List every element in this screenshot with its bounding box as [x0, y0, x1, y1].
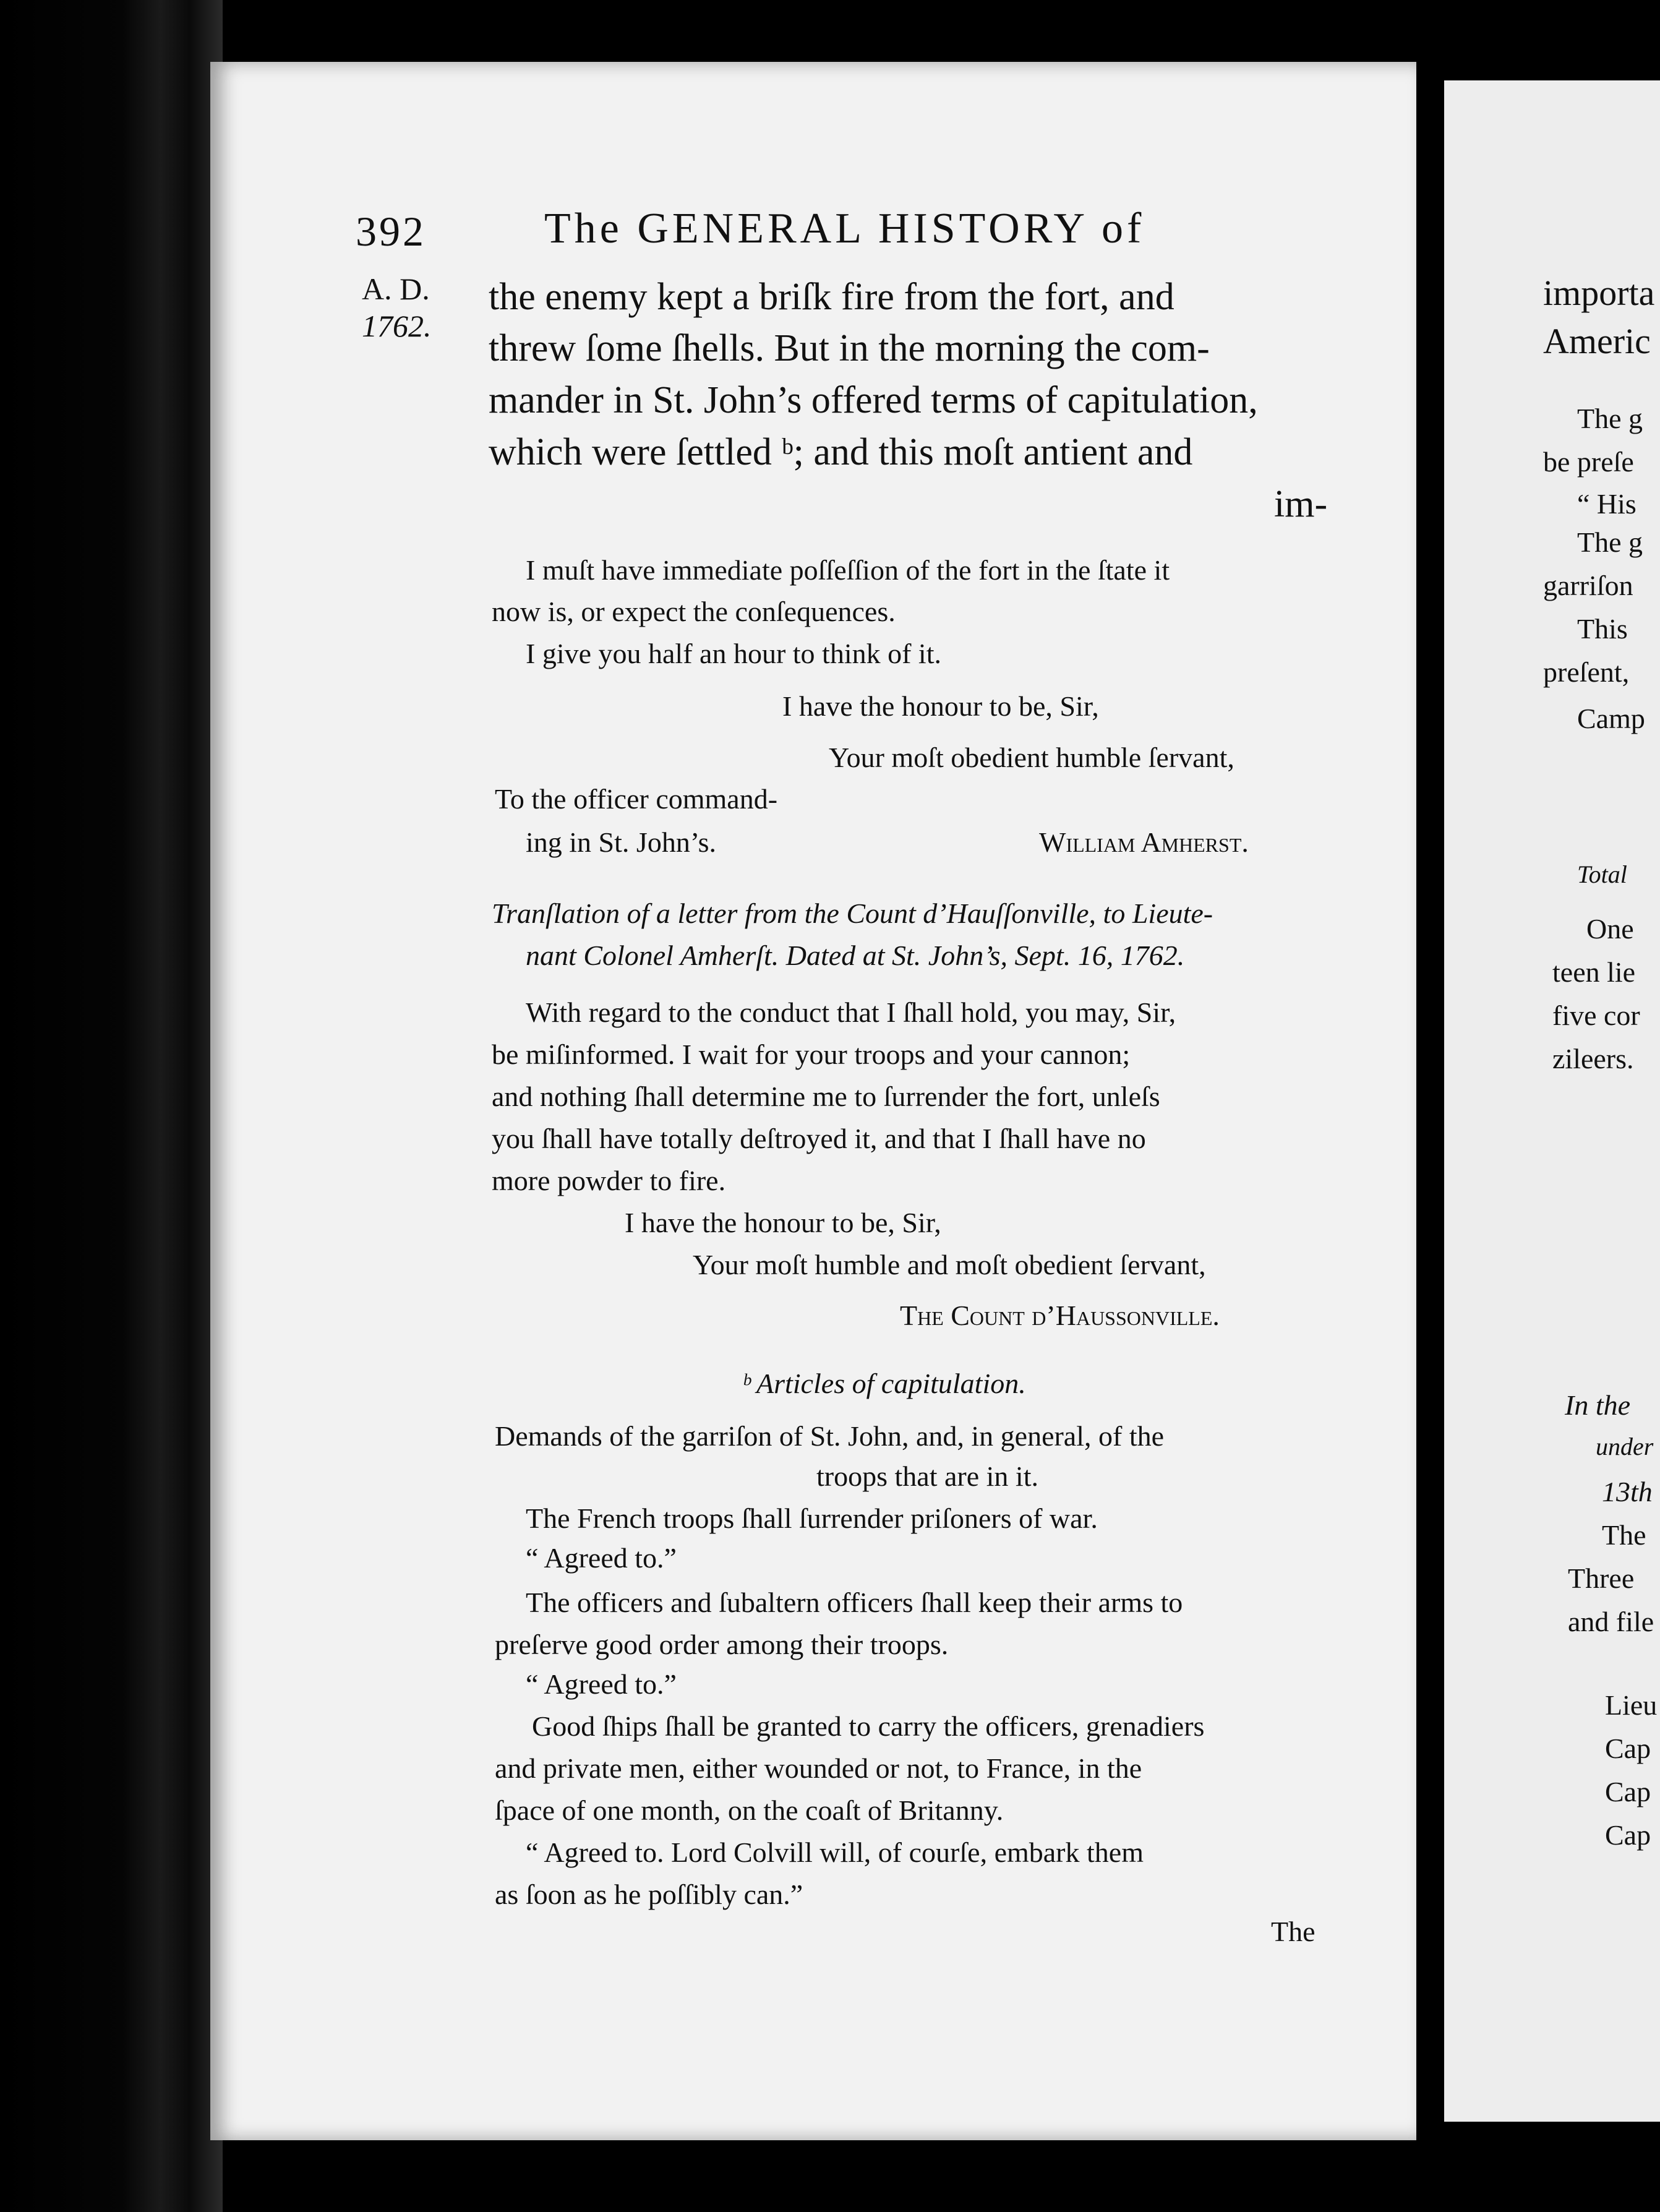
main-text-line: the enemy kept a briſk fire from the fort, and	[489, 276, 1174, 318]
letter2-title: Tranſlation of a letter from the Count d’Hauſſonville, to Lieute-	[492, 898, 1213, 929]
letter2-signature: The Count d’Haussonville.	[900, 1300, 1220, 1331]
catchword: The	[1271, 1916, 1316, 1947]
right-page-line: 13th	[1602, 1476, 1653, 1507]
right-page-line: under	[1596, 1433, 1654, 1460]
right-page-line: garriſon	[1543, 570, 1633, 601]
right-page-line: Three	[1568, 1563, 1635, 1594]
articles-line: Demands of the garriſon of St. John, and, in general, of the	[495, 1420, 1165, 1452]
letter2-closing: I have the honour to be, Sir,	[625, 1207, 941, 1238]
right-page-line: “ His	[1577, 488, 1636, 520]
right-page-line: The	[1602, 1519, 1646, 1551]
letter1-line: I give you half an hour to think of it.	[526, 638, 941, 669]
right-page-line: Cap	[1605, 1776, 1651, 1807]
right-page-line: importa	[1543, 273, 1655, 313]
articles-line: ſpace of one month, on the coaſt of Britanny.	[495, 1794, 1004, 1826]
letter2-line: you ſhall have totally deſtroyed it, and that I ſhall have no	[492, 1123, 1146, 1154]
right-page-line: Lieu	[1605, 1689, 1658, 1721]
main-text-line: threw ſome ſhells. But in the morning the com-	[489, 327, 1210, 369]
letter1-addressee: To the officer command-	[495, 783, 778, 815]
right-page-line: The g	[1577, 526, 1643, 558]
right-page-line: Cap	[1605, 1733, 1651, 1764]
articles-line: “ Agreed to.”	[526, 1542, 677, 1574]
right-page-line: In the	[1565, 1389, 1631, 1421]
right-page-line: Cap	[1605, 1819, 1651, 1851]
main-text-line: im-	[1274, 483, 1328, 525]
articles-line: and private men, either wounded or not, to France, in the	[495, 1752, 1142, 1784]
articles-line: “ Agreed to. Lord Colvill will, of courſe, embark them	[526, 1837, 1144, 1868]
right-page-line: be preſe	[1543, 446, 1634, 478]
articles-line: The French troops ſhall ſurrender priſoners of war.	[526, 1503, 1098, 1534]
letter1-closing: Your moſt obedient humble ſervant,	[829, 742, 1234, 773]
book-gutter	[1416, 37, 1444, 2184]
right-page-line: preſent,	[1543, 656, 1630, 688]
letter1-line: I muſt have immediate poſſeſſion of the fort in the ſtate it	[526, 554, 1170, 586]
articles-line: The officers and ſubaltern officers ſhall keep their arms to	[526, 1587, 1183, 1618]
right-page-line: The g	[1577, 403, 1643, 434]
right-page-line: and file	[1568, 1606, 1654, 1637]
main-text-line: mander in St. John’s offered terms of capitulation,	[489, 379, 1258, 421]
letter2-closing: Your moſt humble and moſt obedient ſervant,	[693, 1249, 1206, 1280]
letter1-closing: I have the honour to be, Sir,	[782, 690, 1099, 722]
margin-year: 1762.	[362, 309, 432, 343]
articles-line: Good ſhips ſhall be granted to carry the officers, grenadiers	[532, 1710, 1205, 1742]
right-page-line: One	[1586, 913, 1634, 945]
main-text-line: which were ſettled ᵇ; and this moſt antient and	[489, 431, 1193, 473]
letter1-addressee: ing in St. John’s.	[526, 826, 717, 858]
articles-heading: ᵇ Articles of capitulation.	[742, 1368, 1026, 1399]
articles-line: preſerve good order among their troops.	[495, 1629, 949, 1660]
letter1-line: now is, or expect the conſequences.	[492, 596, 896, 627]
letter2-title: nant Colonel Amherſt. Dated at St. John’s, Sept. 16, 1762.	[526, 940, 1185, 971]
book-left-edge	[0, 0, 223, 2212]
margin-year-label: A. D.	[362, 272, 430, 306]
right-page-line: Americ	[1543, 321, 1651, 361]
letter2-line: With regard to the conduct that I ſhall hold, you may, Sir,	[526, 997, 1176, 1028]
right-page-line: five cor	[1552, 1000, 1640, 1031]
right-page-line: This	[1577, 613, 1628, 645]
page-number: 392	[356, 208, 426, 255]
right-page-line: Camp	[1577, 703, 1645, 734]
book-page-right	[1444, 80, 1660, 2122]
articles-line: “ Agreed to.”	[526, 1668, 677, 1700]
right-page-line: zileers.	[1552, 1043, 1634, 1074]
articles-line: as ſoon as he poſſibly can.”	[495, 1879, 803, 1910]
letter1-signature: William Amherst.	[1039, 826, 1249, 858]
letter2-line: and nothing ſhall determine me to ſurrender the fort, unleſs	[492, 1081, 1160, 1112]
articles-line: troops that are in it.	[816, 1460, 1038, 1492]
letter2-line: be miſinformed. I wait for your troops and your cannon;	[492, 1039, 1131, 1070]
letter2-line: more powder to fire.	[492, 1165, 726, 1196]
running-title: The GENERAL HISTORY of	[544, 205, 1145, 252]
right-page-line: teen lie	[1552, 956, 1636, 988]
right-page-line: Total	[1577, 860, 1627, 888]
